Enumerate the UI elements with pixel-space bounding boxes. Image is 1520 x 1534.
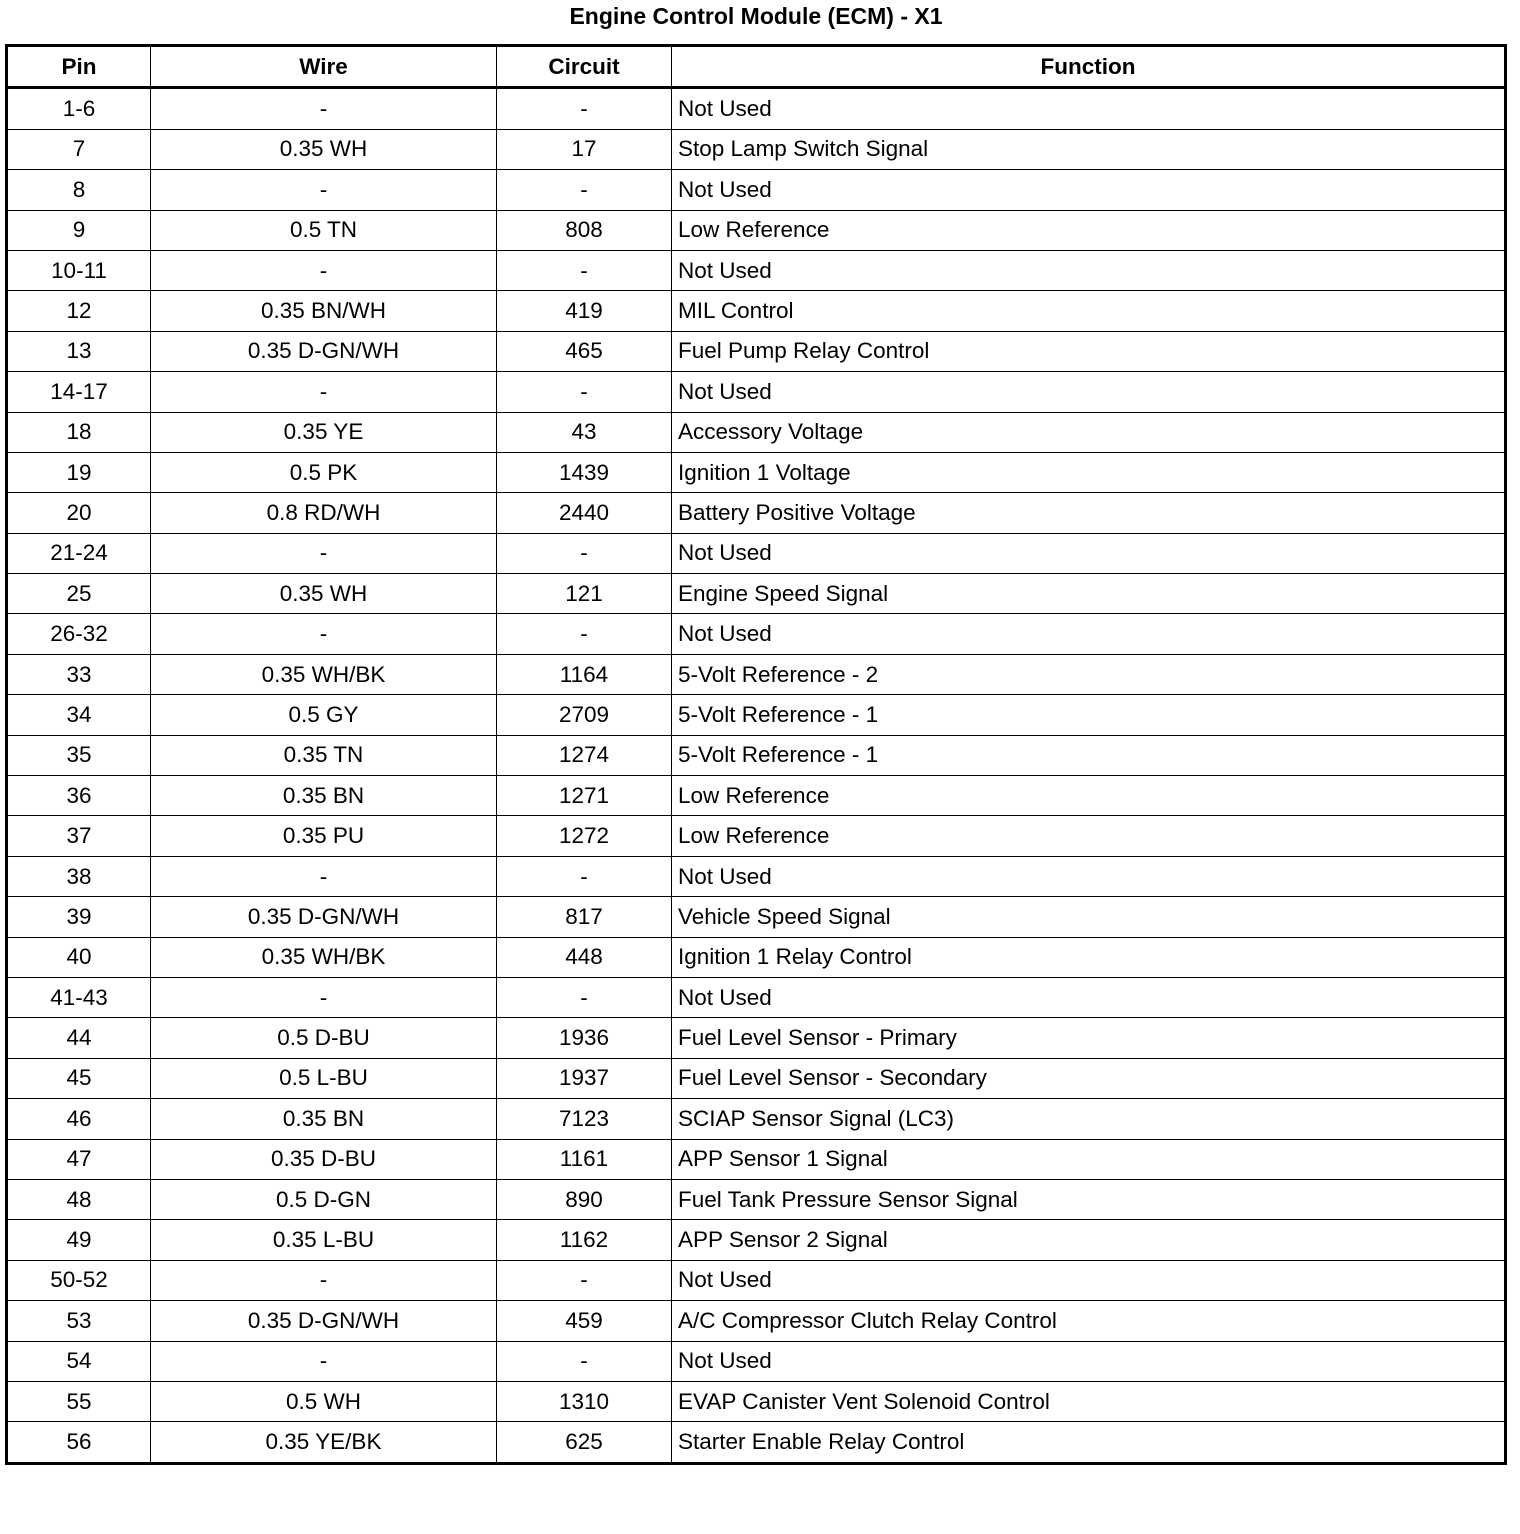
- circuit-column-header: Circuit: [497, 46, 672, 88]
- pin-cell: 7: [7, 129, 151, 169]
- function-cell: Vehicle Speed Signal: [672, 897, 1506, 937]
- circuit-cell: 625: [497, 1422, 672, 1463]
- table-row: [7, 129, 1506, 169]
- wire-cell: -: [151, 977, 497, 1017]
- function-cell: SCIAP Sensor Signal (LC3): [672, 1099, 1506, 1139]
- table-row: [7, 1018, 1506, 1058]
- function-cell: Not Used: [672, 88, 1506, 129]
- function-cell: MIL Control: [672, 291, 1506, 331]
- pin-cell: 34: [7, 695, 151, 735]
- wire-cell: 0.8 RD/WH: [151, 493, 497, 533]
- pin-cell: 47: [7, 1139, 151, 1179]
- function-cell: 5-Volt Reference - 1: [672, 735, 1506, 775]
- wire-cell: 0.5 D-GN: [151, 1179, 497, 1219]
- pin-cell: 8: [7, 170, 151, 210]
- wire-cell: 0.35 YE: [151, 412, 497, 452]
- wire-cell: 0.5 GY: [151, 695, 497, 735]
- function-cell: APP Sensor 1 Signal: [672, 1139, 1506, 1179]
- pin-cell: 20: [7, 493, 151, 533]
- wire-cell: 0.35 D-GN/WH: [151, 1301, 497, 1341]
- wire-cell: 0.5 PK: [151, 452, 497, 492]
- wire-cell: 0.35 BN: [151, 776, 497, 816]
- wire-cell: 0.35 D-BU: [151, 1139, 497, 1179]
- function-cell: Not Used: [672, 856, 1506, 896]
- circuit-cell: 1274: [497, 735, 672, 775]
- table-row: [7, 1301, 1506, 1341]
- table-body: [7, 88, 1506, 1463]
- pin-cell: 38: [7, 856, 151, 896]
- pin-cell: 56: [7, 1422, 151, 1463]
- pin-cell: 37: [7, 816, 151, 856]
- table-row: [7, 493, 1506, 533]
- table-row: [7, 937, 1506, 977]
- wire-cell: 0.35 YE/BK: [151, 1422, 497, 1463]
- circuit-cell: -: [497, 614, 672, 654]
- wire-cell: -: [151, 372, 497, 412]
- pin-cell: 45: [7, 1058, 151, 1098]
- table-row: [7, 1422, 1506, 1463]
- wire-cell: 0.35 D-GN/WH: [151, 331, 497, 371]
- circuit-cell: 2709: [497, 695, 672, 735]
- table-row: [7, 88, 1506, 129]
- circuit-cell: 890: [497, 1179, 672, 1219]
- pin-cell: 14-17: [7, 372, 151, 412]
- wire-cell: 0.35 D-GN/WH: [151, 897, 497, 937]
- circuit-cell: -: [497, 977, 672, 1017]
- circuit-cell: -: [497, 250, 672, 290]
- circuit-cell: 465: [497, 331, 672, 371]
- circuit-cell: -: [497, 1260, 672, 1300]
- table-row: [7, 412, 1506, 452]
- table-row: [7, 977, 1506, 1017]
- pin-cell: 25: [7, 574, 151, 614]
- circuit-cell: 121: [497, 574, 672, 614]
- pin-cell: 54: [7, 1341, 151, 1381]
- circuit-cell: -: [497, 88, 672, 129]
- table-row: [7, 210, 1506, 250]
- function-cell: Engine Speed Signal: [672, 574, 1506, 614]
- circuit-cell: 1161: [497, 1139, 672, 1179]
- function-cell: Not Used: [672, 250, 1506, 290]
- function-cell: Not Used: [672, 533, 1506, 573]
- table-row: [7, 1139, 1506, 1179]
- function-cell: Low Reference: [672, 210, 1506, 250]
- circuit-cell: 7123: [497, 1099, 672, 1139]
- table-row: [7, 1260, 1506, 1300]
- pin-cell: 9: [7, 210, 151, 250]
- circuit-cell: -: [497, 1341, 672, 1381]
- wire-cell: 0.5 L-BU: [151, 1058, 497, 1098]
- table-row: [7, 1058, 1506, 1098]
- wire-column-header: Wire: [151, 46, 497, 88]
- function-cell: Fuel Level Sensor - Secondary: [672, 1058, 1506, 1098]
- wire-cell: -: [151, 88, 497, 129]
- function-cell: Starter Enable Relay Control: [672, 1422, 1506, 1463]
- table-row: [7, 1220, 1506, 1260]
- function-cell: Low Reference: [672, 776, 1506, 816]
- function-cell: Not Used: [672, 372, 1506, 412]
- function-cell: Not Used: [672, 977, 1506, 1017]
- wire-cell: -: [151, 614, 497, 654]
- wire-cell: -: [151, 170, 497, 210]
- table-row: [7, 372, 1506, 412]
- function-cell: Fuel Level Sensor - Primary: [672, 1018, 1506, 1058]
- circuit-cell: 2440: [497, 493, 672, 533]
- table-row: [7, 291, 1506, 331]
- circuit-cell: -: [497, 533, 672, 573]
- circuit-cell: 1271: [497, 776, 672, 816]
- table-row: [7, 533, 1506, 573]
- pin-cell: 41-43: [7, 977, 151, 1017]
- table-row: [7, 331, 1506, 371]
- pin-cell: 18: [7, 412, 151, 452]
- table-row: [7, 1179, 1506, 1219]
- function-cell: Low Reference: [672, 816, 1506, 856]
- wire-cell: -: [151, 250, 497, 290]
- table-row: [7, 816, 1506, 856]
- pin-cell: 46: [7, 1099, 151, 1139]
- function-cell: Not Used: [672, 1260, 1506, 1300]
- circuit-cell: 448: [497, 937, 672, 977]
- circuit-cell: 459: [497, 1301, 672, 1341]
- pin-cell: 1-6: [7, 88, 151, 129]
- wire-cell: 0.5 TN: [151, 210, 497, 250]
- table-row: [7, 250, 1506, 290]
- pin-cell: 55: [7, 1381, 151, 1421]
- circuit-cell: 43: [497, 412, 672, 452]
- function-cell: Not Used: [672, 614, 1506, 654]
- table-row: [7, 695, 1506, 735]
- pin-column-header: Pin: [7, 46, 151, 88]
- table-row: [7, 1381, 1506, 1421]
- circuit-cell: 419: [497, 291, 672, 331]
- function-cell: Battery Positive Voltage: [672, 493, 1506, 533]
- table-row: [7, 654, 1506, 694]
- wire-cell: 0.5 WH: [151, 1381, 497, 1421]
- function-cell: Stop Lamp Switch Signal: [672, 129, 1506, 169]
- circuit-cell: 1272: [497, 816, 672, 856]
- circuit-cell: 817: [497, 897, 672, 937]
- function-cell: A/C Compressor Clutch Relay Control: [672, 1301, 1506, 1341]
- function-cell: 5-Volt Reference - 1: [672, 695, 1506, 735]
- circuit-cell: 1936: [497, 1018, 672, 1058]
- pin-cell: 21-24: [7, 533, 151, 573]
- pin-cell: 39: [7, 897, 151, 937]
- function-cell: 5-Volt Reference - 2: [672, 654, 1506, 694]
- wire-cell: -: [151, 1341, 497, 1381]
- wire-cell: 0.35 WH: [151, 574, 497, 614]
- function-cell: Not Used: [672, 1341, 1506, 1381]
- pin-cell: 26-32: [7, 614, 151, 654]
- table-row: [7, 574, 1506, 614]
- table-row: [7, 735, 1506, 775]
- circuit-cell: -: [497, 856, 672, 896]
- table-row: [7, 170, 1506, 210]
- wire-cell: 0.35 BN/WH: [151, 291, 497, 331]
- pin-cell: 40: [7, 937, 151, 977]
- pin-cell: 10-11: [7, 250, 151, 290]
- wire-cell: -: [151, 856, 497, 896]
- wire-cell: -: [151, 533, 497, 573]
- pin-cell: 44: [7, 1018, 151, 1058]
- table-row: [7, 897, 1506, 937]
- pin-cell: 36: [7, 776, 151, 816]
- table-row: [7, 1341, 1506, 1381]
- circuit-cell: -: [497, 170, 672, 210]
- wire-cell: 0.35 WH/BK: [151, 937, 497, 977]
- table-row: [7, 452, 1506, 492]
- function-cell: Not Used: [672, 170, 1506, 210]
- pin-cell: 49: [7, 1220, 151, 1260]
- function-column-header: Function: [672, 46, 1506, 88]
- function-cell: Accessory Voltage: [672, 412, 1506, 452]
- function-cell: Ignition 1 Voltage: [672, 452, 1506, 492]
- table-row: [7, 1099, 1506, 1139]
- pin-cell: 19: [7, 452, 151, 492]
- table-row: [7, 614, 1506, 654]
- pin-cell: 53: [7, 1301, 151, 1341]
- header-row: [7, 46, 1506, 88]
- table-row: [7, 856, 1506, 896]
- circuit-cell: 808: [497, 210, 672, 250]
- circuit-cell: 1310: [497, 1381, 672, 1421]
- table-row: [7, 776, 1506, 816]
- pin-cell: 50-52: [7, 1260, 151, 1300]
- pinout-table: [5, 44, 1507, 1465]
- circuit-cell: 1439: [497, 452, 672, 492]
- function-cell: Ignition 1 Relay Control: [672, 937, 1506, 977]
- wire-cell: 0.35 L-BU: [151, 1220, 497, 1260]
- circuit-cell: 1162: [497, 1220, 672, 1260]
- wire-cell: 0.5 D-BU: [151, 1018, 497, 1058]
- circuit-cell: 1164: [497, 654, 672, 694]
- pin-cell: 33: [7, 654, 151, 694]
- circuit-cell: -: [497, 372, 672, 412]
- function-cell: APP Sensor 2 Signal: [672, 1220, 1506, 1260]
- wire-cell: 0.35 BN: [151, 1099, 497, 1139]
- circuit-cell: 1937: [497, 1058, 672, 1098]
- wire-cell: 0.35 WH: [151, 129, 497, 169]
- function-cell: EVAP Canister Vent Solenoid Control: [672, 1381, 1506, 1421]
- pin-cell: 35: [7, 735, 151, 775]
- function-cell: Fuel Pump Relay Control: [672, 331, 1506, 371]
- pin-cell: 12: [7, 291, 151, 331]
- wire-cell: 0.35 PU: [151, 816, 497, 856]
- wire-cell: 0.35 WH/BK: [151, 654, 497, 694]
- circuit-cell: 17: [497, 129, 672, 169]
- function-cell: Fuel Tank Pressure Sensor Signal: [672, 1179, 1506, 1219]
- wire-cell: -: [151, 1260, 497, 1300]
- pin-cell: 48: [7, 1179, 151, 1219]
- wire-cell: 0.35 TN: [151, 735, 497, 775]
- table-title: Engine Control Module (ECM) - X1: [569, 3, 943, 29]
- pin-cell: 13: [7, 331, 151, 371]
